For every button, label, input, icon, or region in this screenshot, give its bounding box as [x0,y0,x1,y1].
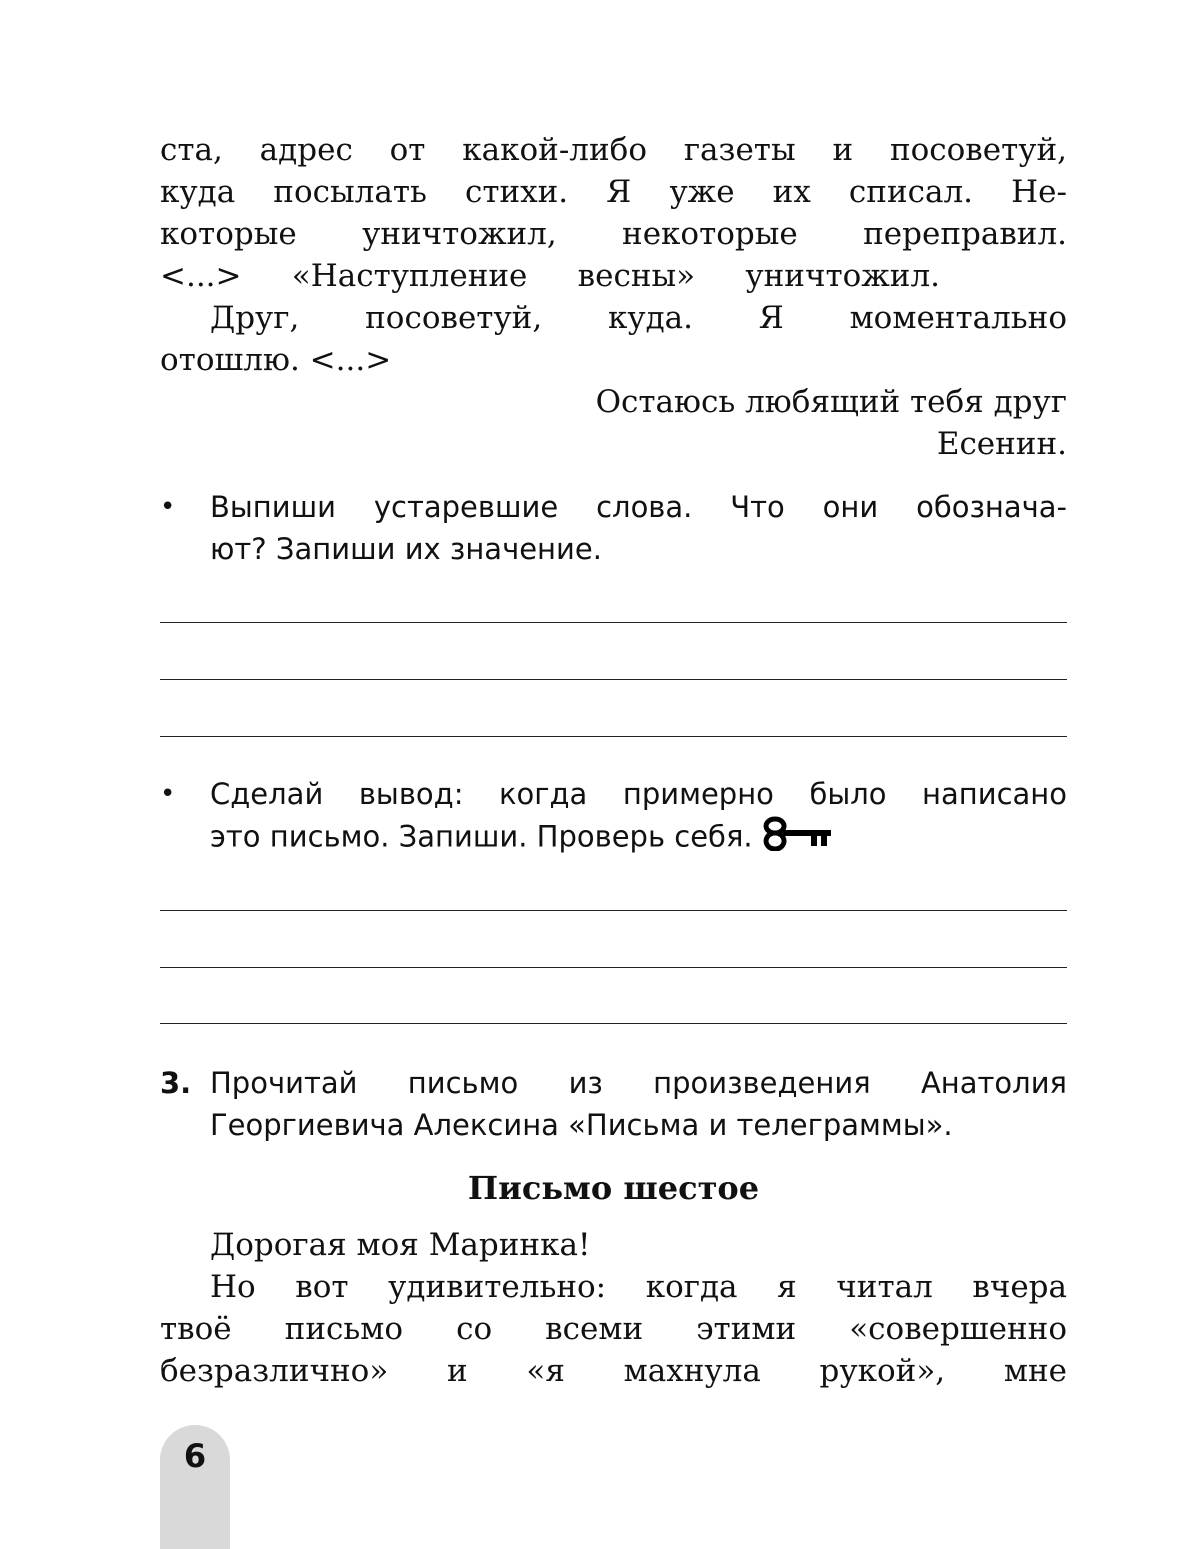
text-line: <...> «Наступление весны» уничтожил. [160,258,940,294]
task-text: Сделай вывод: когда примерно было написано [210,777,1067,811]
answer-line[interactable] [160,967,1067,968]
text-line: отошлю. <...> [160,342,392,378]
page-number: 6 [183,1437,207,1475]
task-text: ют? Запиши их значение. [210,532,602,566]
section-title: Письмо шестое [467,1169,760,1207]
task-text: это письмо. Запиши. Проверь себя. [210,819,753,854]
text-line: Друг, посоветуй, куда. Я моментально [210,300,1067,336]
text-line: ста, адрес от какой-либо газеты и посоветуй, [160,132,1067,168]
bullet: • [160,779,176,809]
task-text: Выпиши устаревшие слова. Что они обознача- [210,490,1067,524]
text-line: Дорогая моя Маринка! [210,1227,591,1263]
text-line: куда посылать стихи. Я уже их списал. Не- [160,174,1067,210]
answer-line[interactable] [160,679,1067,680]
task-line-with-icon [210,815,1067,857]
task-text: Прочитай письмо из произведения Анатолия [210,1066,1067,1100]
text-line: твоё письмо со всеми этими «совершенно [160,1311,1067,1347]
letter-closing: Остаюсь любящий тебя друг [595,384,1067,420]
task-number: 3. [160,1066,192,1100]
answer-line[interactable] [160,736,1067,737]
answer-line[interactable] [160,622,1067,623]
text-line: Но вот удивительно: когда я читал вчера [210,1269,1067,1305]
answer-line[interactable] [160,1023,1067,1024]
page-number-tab [160,1425,230,1549]
bullet: • [160,492,176,522]
task-text: Георгиевича Алексина «Письма и телеграммы». [210,1108,953,1142]
key-icon [763,815,833,862]
text-line: которые уничтожил, некоторые переправил. [160,216,1067,252]
answer-line[interactable] [160,910,1067,911]
text-line: безразлично» и «я махнула рукой», мне [160,1353,1067,1389]
letter-signature: Есенин. [936,426,1067,462]
